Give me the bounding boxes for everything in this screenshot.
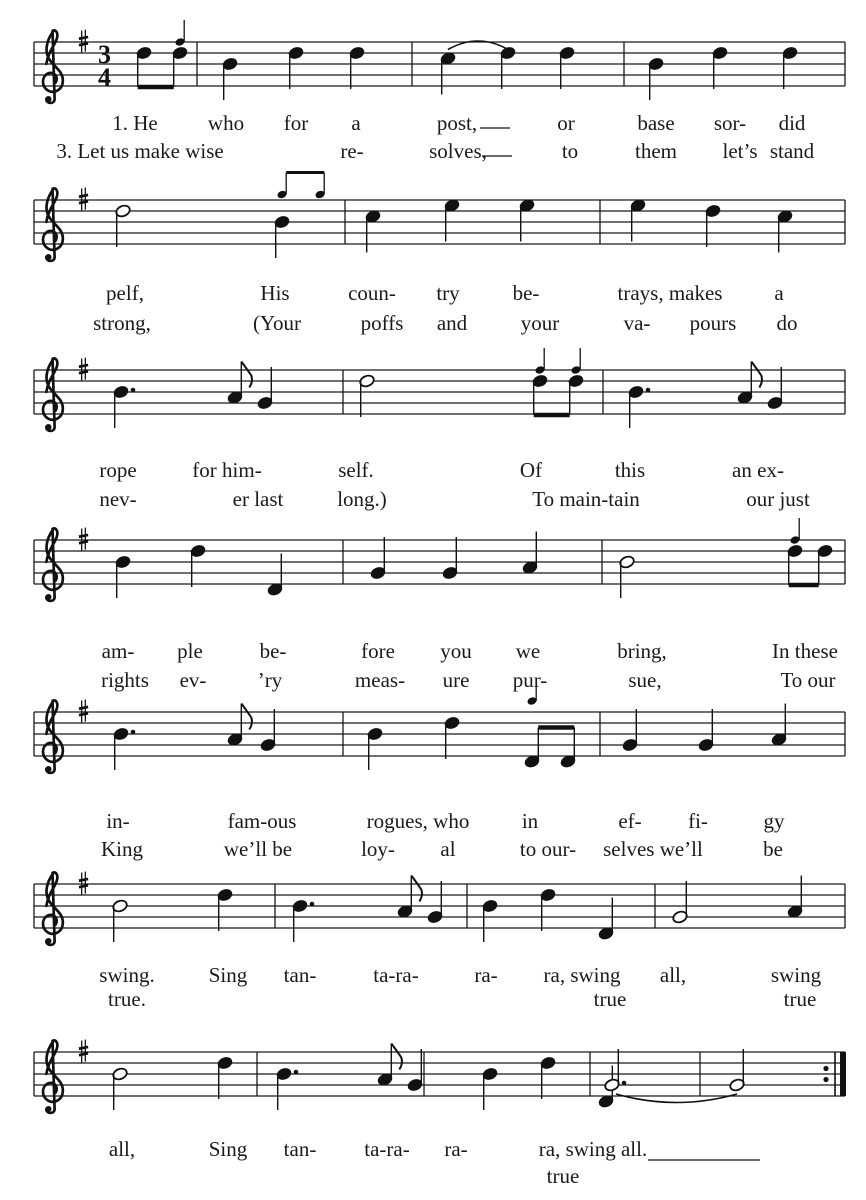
sharp-icon <box>79 30 88 53</box>
lyric-syllable: rights <box>101 668 149 692</box>
lyric-syllable: ta-ra- <box>364 1137 410 1161</box>
dot <box>622 1081 627 1086</box>
staff-system <box>34 679 845 773</box>
staff-system <box>34 348 845 431</box>
dot <box>310 902 315 907</box>
lyric-syllable: Sing <box>208 1137 248 1161</box>
lyric-syllable: rope <box>99 458 137 482</box>
lyric-syllable: ra, swing all. <box>538 1137 648 1161</box>
lyric-syllable: coun- <box>348 281 396 305</box>
lyric-syllable: ta-ra- <box>373 963 419 987</box>
lyric-syllable: be- <box>259 639 287 663</box>
lyric-syllable: er last <box>232 487 284 511</box>
lyric-syllable: try <box>436 281 460 305</box>
lyric-syllable: and <box>436 311 468 335</box>
lyric-syllable: trays, makes <box>617 281 723 305</box>
lyric-syllable: for <box>283 111 309 135</box>
lyric-syllable: re- <box>340 139 364 163</box>
lyric-syllable: true <box>546 1164 580 1188</box>
note-flag <box>411 876 422 902</box>
lyric-syllable: you <box>440 639 472 663</box>
dot <box>646 388 651 393</box>
lyric-syllable: pur- <box>512 668 548 692</box>
lyric-syllable: them <box>635 139 677 163</box>
lyric-syllable: Sing <box>208 963 248 987</box>
lyric-syllable: fam-ous <box>227 809 297 833</box>
lyric-syllable: ure <box>442 668 470 692</box>
lyric-syllable: in <box>521 809 539 833</box>
lyric-syllable: we <box>515 639 541 663</box>
lyric-syllable: ev- <box>179 668 207 692</box>
lyric-syllable: ra- <box>474 963 498 987</box>
lyric-syllable: do <box>776 311 798 335</box>
lyric-syllable: a <box>774 281 784 305</box>
lyric-syllable: To main-tain <box>532 487 640 511</box>
treble-clef-icon <box>43 30 63 103</box>
lyric-syllable: solves, <box>429 139 487 163</box>
lyric-syllable: base <box>637 111 675 135</box>
lyric-syllable: swing. <box>99 963 155 987</box>
lyric-syllable: post, <box>436 111 478 135</box>
staff-system <box>34 173 845 261</box>
lyric-syllable: 1. He <box>112 111 158 135</box>
lyric-syllable: Of <box>519 458 543 482</box>
sharp-icon <box>79 528 88 551</box>
tie <box>616 1094 737 1103</box>
lyric-syllable: tan- <box>283 1137 317 1161</box>
lyric-syllable: who <box>207 111 245 135</box>
lyric-syllable: be <box>763 837 783 861</box>
lyric-syllable: for him- <box>192 458 262 482</box>
note-flag <box>241 704 252 730</box>
lyric-syllable: fore <box>361 639 395 663</box>
staff-system <box>34 20 845 103</box>
lyric-syllable: fi- <box>688 809 708 833</box>
lyric-syllable: selves we’ll <box>603 837 703 861</box>
lyric-syllable: your <box>520 311 560 335</box>
sharp-icon <box>79 358 88 381</box>
lyric-syllable: am- <box>101 639 135 663</box>
lyric-syllable: sor- <box>713 111 747 135</box>
lyric-syllable: true <box>783 987 817 1011</box>
lyric-syllable: His <box>260 281 290 305</box>
staff-system <box>34 518 845 601</box>
staff-system <box>34 1040 846 1113</box>
dot <box>131 388 136 393</box>
lyric-syllable: swing <box>770 963 822 987</box>
lyric-syllable: or <box>557 111 575 135</box>
note-flag <box>751 362 762 388</box>
lyric-syllable: let’s <box>722 139 758 163</box>
lyric-syllable: to our- <box>519 837 577 861</box>
lyric-syllable: an ex- <box>732 458 784 482</box>
lyric-syllable: true. <box>108 987 146 1011</box>
time-signature-upper: 3 <box>98 40 111 69</box>
dot <box>131 730 136 735</box>
treble-clef-icon <box>43 872 63 945</box>
lyric-syllable: nev- <box>99 487 137 511</box>
lyric-syllable: self. <box>338 458 374 482</box>
lyric-syllable: rogues, who <box>366 809 470 833</box>
lyric-syllable: ra- <box>444 1137 468 1161</box>
note-flag <box>391 1044 402 1070</box>
sharp-icon <box>79 188 88 211</box>
lyric-syllable: King <box>101 837 143 861</box>
dot <box>294 1070 299 1075</box>
lyric-syllable: did <box>778 111 806 135</box>
lyric-syllable: our just <box>746 487 810 511</box>
lyric-syllable: In these <box>772 639 838 663</box>
sharp-icon <box>79 872 88 895</box>
lyric-syllable: tan- <box>283 963 317 987</box>
time-signature-lower: 4 <box>98 63 111 92</box>
lyric-syllable: meas- <box>354 668 406 692</box>
lyric-syllable: pours <box>689 311 737 335</box>
treble-clef-icon <box>43 358 63 431</box>
lyric-syllable: poffs <box>360 311 404 335</box>
lyric-syllable: 3. Let us make wise <box>56 139 224 163</box>
sharp-icon <box>79 1040 88 1063</box>
lyric-syllable: ra, swing <box>543 963 621 987</box>
lyric-syllable: this <box>614 458 646 482</box>
lyric-syllable: be- <box>512 281 540 305</box>
treble-clef-icon <box>43 1040 63 1113</box>
lyric-syllable: loy- <box>361 837 395 861</box>
lyric-syllable: all, <box>108 1137 136 1161</box>
lyric-syllable: to <box>561 139 579 163</box>
treble-clef-icon <box>43 188 63 261</box>
sharp-icon <box>79 700 88 723</box>
lyric-syllable: ’ry <box>257 668 283 692</box>
lyric-syllable: a <box>351 111 361 135</box>
treble-clef-icon <box>43 700 63 773</box>
lyric-syllable: stand <box>769 139 815 163</box>
lyric-syllable: va- <box>623 311 651 335</box>
lyric-syllable: al <box>440 837 456 861</box>
lyric-syllable: sue, <box>628 668 662 692</box>
lyric-syllable: (Your <box>252 311 302 335</box>
staff-system <box>34 872 845 945</box>
note-flag <box>241 362 252 388</box>
lyric-syllable: pelf, <box>106 281 144 305</box>
lyric-syllable: we’ll be <box>223 837 293 861</box>
lyric-syllable: in- <box>106 809 130 833</box>
lyric-syllable: bring, <box>617 639 667 663</box>
lyric-syllable: long.) <box>337 487 387 511</box>
lyric-syllable: true <box>593 987 627 1011</box>
lyric-syllable: all, <box>659 963 687 987</box>
lyric-syllable: ef- <box>618 809 642 833</box>
lyric-syllable: To our <box>780 668 836 692</box>
lyric-syllable: ple <box>177 639 203 663</box>
treble-clef-icon <box>43 528 63 601</box>
lyric-syllable: strong, <box>93 311 151 335</box>
lyric-syllable: gy <box>763 809 785 833</box>
